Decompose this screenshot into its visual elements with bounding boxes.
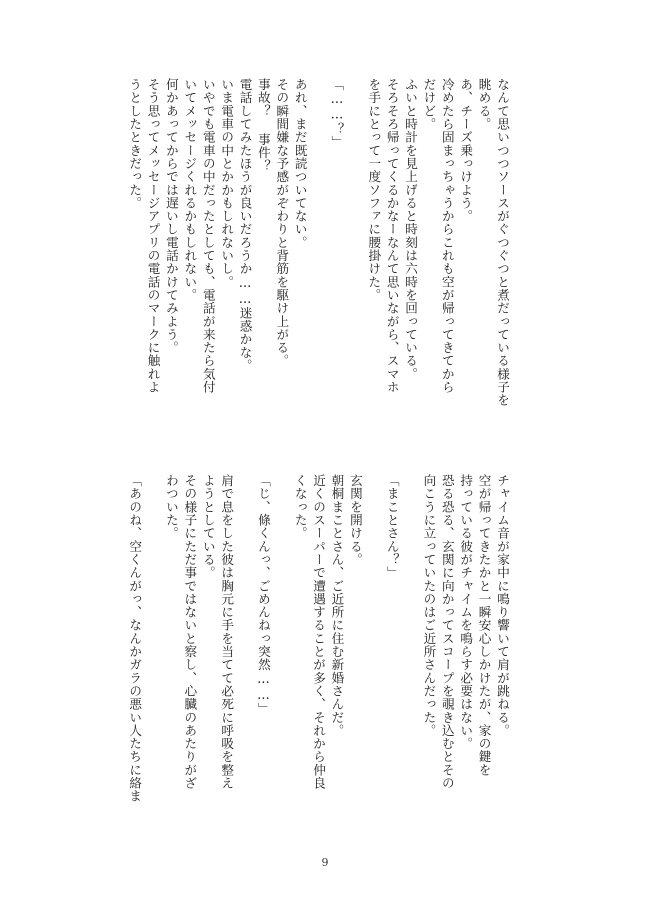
text-line: いやでも電車の中だったとしても、電話が来たら気付	[200, 78, 216, 394]
text-line: チャイム音が家中に鳴り響いて肩が跳ねる。	[495, 474, 510, 737]
text-line: 何かあってからでは遅いし電話かけてみよう。	[163, 78, 179, 355]
page-number: 9	[321, 856, 329, 869]
text-line: 電話してみたほうが良いだろうか……迷惑かな。	[237, 78, 253, 373]
text-line: ふいと時計を見上げると時刻は六時を回っている。	[403, 78, 419, 381]
text-line: 肩で息をした彼は胸元に手を当てて必死に呼吸を整え	[219, 474, 235, 790]
text-line: わついた。	[163, 474, 179, 540]
text-line: を手にとって一度ソファに腰掛けた。	[366, 78, 382, 302]
text-line: ようとしている。	[200, 474, 216, 580]
text-line: 恐る恐る、玄関に向かってスコープを覗き込むとその	[439, 474, 455, 790]
blank-line	[342, 78, 360, 420]
text-line: 持っている彼がチャイムを鳴らす必要はない。	[458, 474, 474, 751]
text-line: その様子にただ事ではないと察し、心臓のあたりがざ	[182, 474, 198, 790]
text-line: その瞬間嫌な予感がぞわりと背筋を駆け上がる。	[274, 78, 290, 368]
text-line: いま電車の中とかかもしれないし。	[219, 78, 235, 289]
text-line: あ、チーズ乗っけよう。	[458, 78, 474, 223]
bottom-text-block	[82, 474, 508, 836]
text-line: 近くのスーパーで遭遇することが多く、それから仲良	[311, 474, 327, 790]
text-line: 向こうに立っていたのはご近所さんだった。	[421, 474, 437, 737]
text-line: あれ、まだ既読ついてない。	[292, 78, 308, 249]
text-line: 事故？ 事件？	[255, 78, 271, 173]
blank-line	[269, 474, 287, 836]
text-line: そろそろ帰ってくるかなーなんて思いながら、スマホ	[384, 78, 400, 394]
dialogue-line: 「まことさん？」	[384, 474, 400, 580]
dialogue-line: 「あのね、空くんがっ、なんかガラの悪い人たちに絡ま	[127, 474, 143, 803]
text-line: 眺める。	[476, 78, 492, 131]
text-line: 空が帰ってきたかと一瞬安心しかけたが、家の鍵を	[476, 474, 492, 777]
text-line: いてメッセージくれるかもしれない。	[182, 78, 198, 302]
blank-line	[398, 474, 416, 836]
text-line: 冷めたら固まっちゃうからこれも空が帰ってきてから	[439, 78, 455, 394]
text-line: うとしたときだった。	[127, 78, 143, 210]
text-line: くなった。	[292, 474, 308, 540]
dialogue-line: 「……？」	[329, 78, 345, 149]
blank-line	[232, 474, 250, 836]
text-line: なんて思いつつソースがぐつぐつと煮だっている様子を	[495, 78, 510, 407]
text-line: そう思ってメッセージアプリの電話のマークに触れよ	[145, 78, 161, 394]
text-line: 朝桐まことさん、ご近所に住む新婚さんだ。	[329, 474, 345, 737]
text-line: 玄関を開ける。	[347, 474, 363, 567]
blank-line	[140, 474, 158, 836]
blank-line	[306, 78, 324, 420]
text-line: だけど。	[421, 78, 437, 131]
top-text-block	[82, 78, 508, 420]
dialogue-line: 「じ、條くんっ、ごめんねっ突然……」	[255, 474, 271, 716]
blank-line	[361, 474, 379, 836]
